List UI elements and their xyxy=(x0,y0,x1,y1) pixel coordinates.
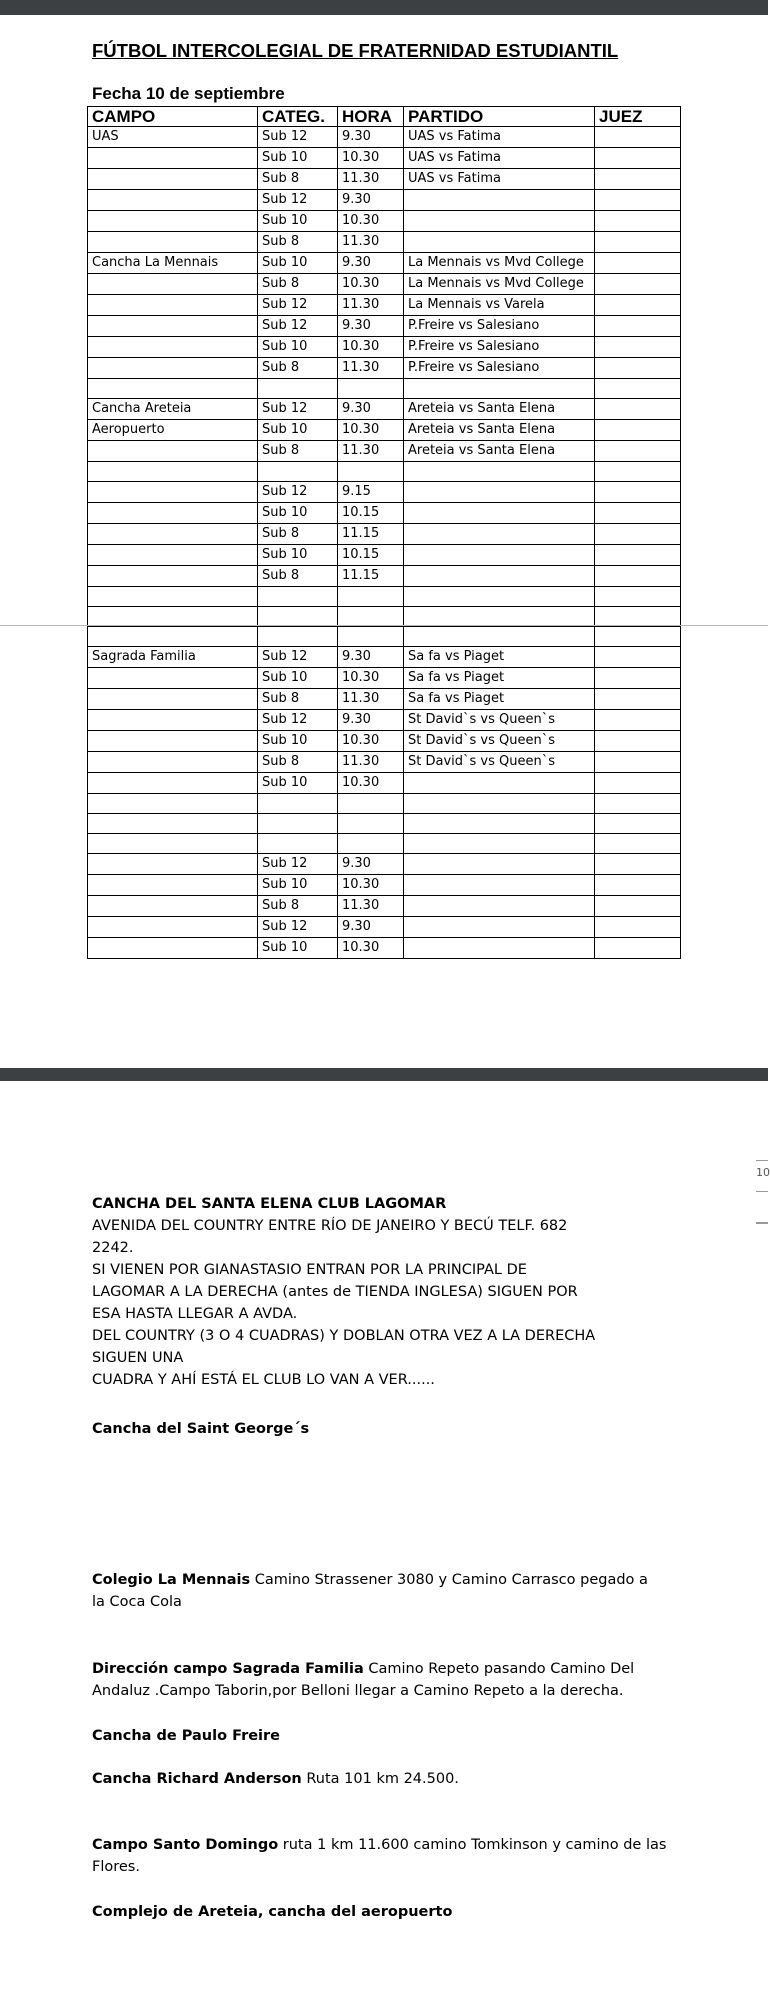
table-row xyxy=(88,875,681,896)
cell-campo xyxy=(88,295,258,316)
cell-cat: Sub 8 xyxy=(258,358,338,379)
cell-hora: 10.15 xyxy=(338,503,404,524)
cell-hora: 10.30 xyxy=(338,420,404,441)
table-row xyxy=(88,854,681,875)
cell-juez xyxy=(595,148,681,169)
cell-campo xyxy=(88,834,258,854)
cell-hora xyxy=(338,379,404,399)
cell-juez xyxy=(595,441,681,462)
cell-juez xyxy=(595,587,681,607)
cell-hora: 10.30 xyxy=(338,274,404,295)
santa-elena-directions xyxy=(92,1193,672,1391)
santo-domingo-address-cont: Flores. xyxy=(92,1859,140,1875)
cell-part: Sa fa vs Piaget xyxy=(404,689,595,710)
cell-campo xyxy=(88,566,258,587)
cell-campo xyxy=(88,794,258,814)
table-row xyxy=(88,358,681,379)
cell-campo xyxy=(88,441,258,462)
cell-campo xyxy=(88,190,258,211)
table-row xyxy=(88,462,681,482)
cell-campo xyxy=(88,731,258,752)
table-row xyxy=(88,399,681,420)
direction-line: 2242. xyxy=(92,1240,134,1256)
cell-part xyxy=(404,875,595,896)
side-stub-line xyxy=(756,1222,768,1224)
table-row xyxy=(88,938,681,959)
table-header-row xyxy=(88,107,681,127)
cell-juez xyxy=(595,274,681,295)
table-row xyxy=(88,420,681,441)
cell-part: La Mennais vs Mvd College xyxy=(404,274,595,295)
cell-cat xyxy=(258,627,338,647)
la-mennais-address-cont: la Coca Cola xyxy=(92,1594,182,1610)
cell-part xyxy=(404,232,595,253)
cell-cat: Sub 12 xyxy=(258,399,338,420)
cell-part xyxy=(404,917,595,938)
cell-hora: 11.30 xyxy=(338,752,404,773)
cell-part: P.Freire vs Salesiano xyxy=(404,337,595,358)
direction-line: LAGOMAR A LA DERECHA (antes de TIENDA INGLESA) SIGUEN POR xyxy=(92,1284,578,1300)
cell-cat xyxy=(258,794,338,814)
table-row xyxy=(88,295,681,316)
cell-hora: 11.30 xyxy=(338,295,404,316)
table-row xyxy=(88,316,681,337)
cell-hora: 9.30 xyxy=(338,854,404,875)
cell-juez xyxy=(595,420,681,441)
table-row xyxy=(88,211,681,232)
cell-juez xyxy=(595,169,681,190)
cell-juez xyxy=(595,358,681,379)
cell-juez xyxy=(595,731,681,752)
table-row xyxy=(88,274,681,295)
cell-campo xyxy=(88,316,258,337)
cell-hora xyxy=(338,794,404,814)
cell-campo xyxy=(88,917,258,938)
table-row xyxy=(88,587,681,607)
cell-part: Areteia vs Santa Elena xyxy=(404,441,595,462)
table-row xyxy=(88,731,681,752)
cell-campo xyxy=(88,587,258,607)
cell-part xyxy=(404,462,595,482)
header-hora: HORA xyxy=(338,107,404,127)
direction-line: SIGUEN UNA xyxy=(92,1350,184,1366)
cell-hora: 11.30 xyxy=(338,232,404,253)
cell-cat: Sub 12 xyxy=(258,854,338,875)
cell-juez xyxy=(595,875,681,896)
cell-juez xyxy=(595,211,681,232)
cell-part: St David`s vs Queen`s xyxy=(404,710,595,731)
cell-juez xyxy=(595,752,681,773)
cell-campo xyxy=(88,689,258,710)
direction-line: SI VIENEN POR GIANASTASIO ENTRAN POR LA PRINCIPAL DE xyxy=(92,1262,527,1278)
table-row xyxy=(88,441,681,462)
cell-juez xyxy=(595,896,681,917)
cell-juez xyxy=(595,337,681,358)
cell-campo xyxy=(88,814,258,834)
cell-part xyxy=(404,190,595,211)
table-row xyxy=(88,834,681,854)
cell-part: UAS vs Fatima xyxy=(404,127,595,148)
cell-part xyxy=(404,503,595,524)
cell-hora: 10.30 xyxy=(338,875,404,896)
cell-hora: 9.30 xyxy=(338,127,404,148)
cell-cat: Sub 8 xyxy=(258,232,338,253)
cell-cat: Sub 8 xyxy=(258,566,338,587)
paulo-freire-directions xyxy=(92,1725,672,1747)
cell-hora: 9.15 xyxy=(338,482,404,503)
table-row xyxy=(88,668,681,689)
cell-part xyxy=(404,379,595,399)
cell-cat: Sub 12 xyxy=(258,295,338,316)
cell-cat xyxy=(258,379,338,399)
cell-campo: Aeropuerto xyxy=(88,420,258,441)
cell-campo xyxy=(88,668,258,689)
cell-part xyxy=(404,627,595,647)
cell-cat: Sub 10 xyxy=(258,545,338,566)
cell-cat: Sub 10 xyxy=(258,503,338,524)
cell-campo xyxy=(88,607,258,627)
cell-juez xyxy=(595,399,681,420)
cell-juez xyxy=(595,647,681,668)
cell-part: St David`s vs Queen`s xyxy=(404,752,595,773)
cell-juez xyxy=(595,316,681,337)
cell-part xyxy=(404,524,595,545)
cell-campo xyxy=(88,232,258,253)
table-row xyxy=(88,148,681,169)
la-mennais-directions xyxy=(92,1569,672,1613)
sagrada-familia-directions xyxy=(92,1658,672,1702)
cell-cat xyxy=(258,814,338,834)
cell-campo xyxy=(88,854,258,875)
cell-hora: 9.30 xyxy=(338,190,404,211)
cell-campo xyxy=(88,148,258,169)
schedule-body xyxy=(88,127,681,959)
cell-cat: Sub 10 xyxy=(258,337,338,358)
cell-campo xyxy=(88,896,258,917)
cell-cat: Sub 10 xyxy=(258,773,338,794)
page-fold-line xyxy=(0,625,768,626)
cell-cat: Sub 12 xyxy=(258,190,338,211)
cell-juez xyxy=(595,379,681,399)
cell-cat: Sub 10 xyxy=(258,420,338,441)
cell-cat: Sub 10 xyxy=(258,253,338,274)
cell-part: St David`s vs Queen`s xyxy=(404,731,595,752)
table-row xyxy=(88,607,681,627)
santo-domingo-title: Campo Santo Domingo xyxy=(92,1837,279,1853)
cell-hora: 10.30 xyxy=(338,773,404,794)
cell-campo xyxy=(88,211,258,232)
cell-campo xyxy=(88,752,258,773)
cell-campo xyxy=(88,875,258,896)
cell-campo xyxy=(88,169,258,190)
cell-juez xyxy=(595,834,681,854)
paulo-freire-title: Cancha de Paulo Freire xyxy=(92,1728,281,1744)
areteia-directions xyxy=(92,1901,672,1923)
cell-hora: 11.15 xyxy=(338,566,404,587)
cell-part: La Mennais vs Mvd College xyxy=(404,253,595,274)
sagrada-familia-address: Camino Repeto pasando Camino Del xyxy=(363,1661,635,1677)
cell-juez xyxy=(595,627,681,647)
header-juez: JUEZ xyxy=(595,107,681,127)
table-row xyxy=(88,689,681,710)
la-mennais-address: Camino Strassener 3080 y Camino Carrasco pegado a xyxy=(250,1572,648,1588)
cell-cat xyxy=(258,462,338,482)
cell-campo: Sagrada Familia xyxy=(88,647,258,668)
cell-hora: 10.30 xyxy=(338,938,404,959)
cell-part xyxy=(404,587,595,607)
cell-juez xyxy=(595,794,681,814)
direction-line: ESA HASTA LLEGAR A AVDA. xyxy=(92,1306,298,1322)
cell-hora: 10.30 xyxy=(338,148,404,169)
table-row xyxy=(88,337,681,358)
page-separator-bar xyxy=(0,1068,768,1081)
table-row xyxy=(88,253,681,274)
cell-cat: Sub 12 xyxy=(258,482,338,503)
cell-cat: Sub 8 xyxy=(258,689,338,710)
table-row xyxy=(88,482,681,503)
cell-part xyxy=(404,814,595,834)
cell-campo xyxy=(88,337,258,358)
richard-anderson-title: Cancha Richard Anderson xyxy=(92,1771,302,1787)
richard-anderson-directions xyxy=(92,1768,672,1790)
cell-cat: Sub 10 xyxy=(258,875,338,896)
header-campo: CAMPO xyxy=(88,107,258,127)
document-title: FÚTBOL INTERCOLEGIAL DE FRATERNIDAD ESTUDIANTIL xyxy=(92,40,619,61)
santo-domingo-directions xyxy=(92,1834,672,1878)
cell-juez xyxy=(595,462,681,482)
cell-hora xyxy=(338,814,404,834)
cell-cat: Sub 10 xyxy=(258,731,338,752)
table-row xyxy=(88,896,681,917)
cell-part xyxy=(404,545,595,566)
cell-part: P.Freire vs Salesiano xyxy=(404,358,595,379)
cell-hora: 9.30 xyxy=(338,647,404,668)
schedule-table xyxy=(87,106,681,959)
side-page-number: 10 xyxy=(756,1166,770,1179)
cell-campo xyxy=(88,358,258,379)
cell-campo: Cancha Areteia xyxy=(88,399,258,420)
table-row xyxy=(88,710,681,731)
sagrada-familia-address-cont: Andaluz .Campo Taborin,por Belloni llegar a Camino Repeto a la derecha. xyxy=(92,1683,624,1699)
cell-cat: Sub 10 xyxy=(258,211,338,232)
cell-hora: 11.30 xyxy=(338,689,404,710)
direction-line: DEL COUNTRY (3 O 4 CUADRAS) Y DOBLAN OTRA VEZ A LA DERECHA xyxy=(92,1328,596,1344)
cell-cat: Sub 8 xyxy=(258,274,338,295)
cell-hora xyxy=(338,607,404,627)
cell-juez xyxy=(595,854,681,875)
viewer-top-bar xyxy=(0,0,768,15)
cell-juez xyxy=(595,232,681,253)
direction-line: AVENIDA DEL COUNTRY ENTRE RÍO DE JANEIRO Y BECÚ TELF. 682 xyxy=(92,1218,568,1234)
table-row xyxy=(88,169,681,190)
cell-part xyxy=(404,896,595,917)
cell-part xyxy=(404,854,595,875)
table-row xyxy=(88,627,681,647)
cell-cat: Sub 12 xyxy=(258,127,338,148)
table-row xyxy=(88,190,681,211)
cell-campo xyxy=(88,462,258,482)
cell-hora: 11.30 xyxy=(338,358,404,379)
la-mennais-title: Colegio La Mennais xyxy=(92,1572,251,1588)
cell-part xyxy=(404,834,595,854)
cell-campo: UAS xyxy=(88,127,258,148)
santo-domingo-address: ruta 1 km 11.600 camino Tomkinson y camino de las xyxy=(278,1837,667,1853)
areteia-title: Complejo de Areteia, cancha del aeropuerto xyxy=(92,1904,453,1920)
cell-hora xyxy=(338,587,404,607)
cell-cat: Sub 8 xyxy=(258,896,338,917)
cell-juez xyxy=(595,668,681,689)
sagrada-familia-title: Dirección campo Sagrada Familia xyxy=(92,1661,364,1677)
cell-part: La Mennais vs Varela xyxy=(404,295,595,316)
cell-juez xyxy=(595,689,681,710)
table-row xyxy=(88,232,681,253)
cell-juez xyxy=(595,814,681,834)
saint-george-title: Cancha del Saint George´s xyxy=(92,1421,310,1437)
cell-hora xyxy=(338,627,404,647)
table-row xyxy=(88,917,681,938)
cell-campo xyxy=(88,627,258,647)
table-row xyxy=(88,752,681,773)
cell-part xyxy=(404,211,595,232)
cell-campo xyxy=(88,773,258,794)
cell-cat: Sub 8 xyxy=(258,524,338,545)
cell-hora: 10.30 xyxy=(338,668,404,689)
table-row xyxy=(88,773,681,794)
direction-line: CUADRA Y AHÍ ESTÁ EL CLUB LO VAN A VER...... xyxy=(92,1372,435,1388)
table-row xyxy=(88,814,681,834)
cell-juez xyxy=(595,773,681,794)
cell-cat xyxy=(258,834,338,854)
table-row xyxy=(88,566,681,587)
cell-cat: Sub 8 xyxy=(258,441,338,462)
cell-part: Areteia vs Santa Elena xyxy=(404,420,595,441)
cell-juez xyxy=(595,295,681,316)
cell-part xyxy=(404,607,595,627)
date-line: Fecha 10 de septiembre xyxy=(92,84,285,103)
cell-part xyxy=(404,773,595,794)
cell-part xyxy=(404,938,595,959)
cell-cat: Sub 12 xyxy=(258,917,338,938)
cell-cat: Sub 10 xyxy=(258,668,338,689)
cell-hora: 11.30 xyxy=(338,896,404,917)
cell-juez xyxy=(595,710,681,731)
cell-part: UAS vs Fatima xyxy=(404,148,595,169)
cell-cat: Sub 10 xyxy=(258,148,338,169)
cell-hora: 9.30 xyxy=(338,253,404,274)
cell-cat: Sub 12 xyxy=(258,316,338,337)
cell-part xyxy=(404,794,595,814)
cell-campo xyxy=(88,379,258,399)
cell-campo xyxy=(88,545,258,566)
table-row xyxy=(88,647,681,668)
cell-juez xyxy=(595,938,681,959)
table-row xyxy=(88,379,681,399)
cell-hora: 9.30 xyxy=(338,710,404,731)
cell-hora: 10.30 xyxy=(338,731,404,752)
santa-elena-title: CANCHA DEL SANTA ELENA CLUB LAGOMAR xyxy=(92,1196,447,1212)
cell-juez xyxy=(595,917,681,938)
cell-cat: Sub 12 xyxy=(258,647,338,668)
cell-hora: 9.30 xyxy=(338,399,404,420)
cell-hora: 11.15 xyxy=(338,524,404,545)
side-stub-line xyxy=(756,1160,768,1161)
cell-juez xyxy=(595,253,681,274)
cell-campo xyxy=(88,524,258,545)
cell-hora: 10.15 xyxy=(338,545,404,566)
table-row xyxy=(88,524,681,545)
cell-hora: 10.30 xyxy=(338,211,404,232)
side-stub-line xyxy=(756,1191,768,1192)
cell-campo xyxy=(88,710,258,731)
cell-part: UAS vs Fatima xyxy=(404,169,595,190)
cell-juez xyxy=(595,482,681,503)
cell-part: Sa fa vs Piaget xyxy=(404,647,595,668)
cell-cat: Sub 8 xyxy=(258,752,338,773)
cell-campo xyxy=(88,938,258,959)
cell-cat: Sub 12 xyxy=(258,710,338,731)
cell-cat xyxy=(258,587,338,607)
cell-hora: 11.30 xyxy=(338,441,404,462)
cell-juez xyxy=(595,190,681,211)
cell-campo xyxy=(88,503,258,524)
cell-juez xyxy=(595,545,681,566)
cell-cat xyxy=(258,607,338,627)
cell-hora: 10.30 xyxy=(338,337,404,358)
cell-juez xyxy=(595,524,681,545)
table-row xyxy=(88,127,681,148)
table-row xyxy=(88,503,681,524)
cell-juez xyxy=(595,607,681,627)
cell-part: Areteia vs Santa Elena xyxy=(404,399,595,420)
cell-cat: Sub 8 xyxy=(258,169,338,190)
cell-part: Sa fa vs Piaget xyxy=(404,668,595,689)
cell-hora xyxy=(338,462,404,482)
header-partido: PARTIDO xyxy=(404,107,595,127)
cell-hora: 9.30 xyxy=(338,316,404,337)
richard-anderson-address: Ruta 101 km 24.500. xyxy=(301,1771,459,1787)
cell-hora: 9.30 xyxy=(338,917,404,938)
cell-part xyxy=(404,482,595,503)
cell-juez xyxy=(595,503,681,524)
saint-george-directions xyxy=(92,1418,672,1440)
table-row xyxy=(88,794,681,814)
cell-juez xyxy=(595,566,681,587)
cell-campo: Cancha La Mennais xyxy=(88,253,258,274)
table-row xyxy=(88,545,681,566)
cell-cat: Sub 10 xyxy=(258,938,338,959)
cell-hora: 11.30 xyxy=(338,169,404,190)
cell-part: P.Freire vs Salesiano xyxy=(404,316,595,337)
cell-campo xyxy=(88,274,258,295)
cell-campo xyxy=(88,482,258,503)
cell-juez xyxy=(595,127,681,148)
header-categoria: CATEG. xyxy=(258,107,338,127)
cell-hora xyxy=(338,834,404,854)
cell-part xyxy=(404,566,595,587)
